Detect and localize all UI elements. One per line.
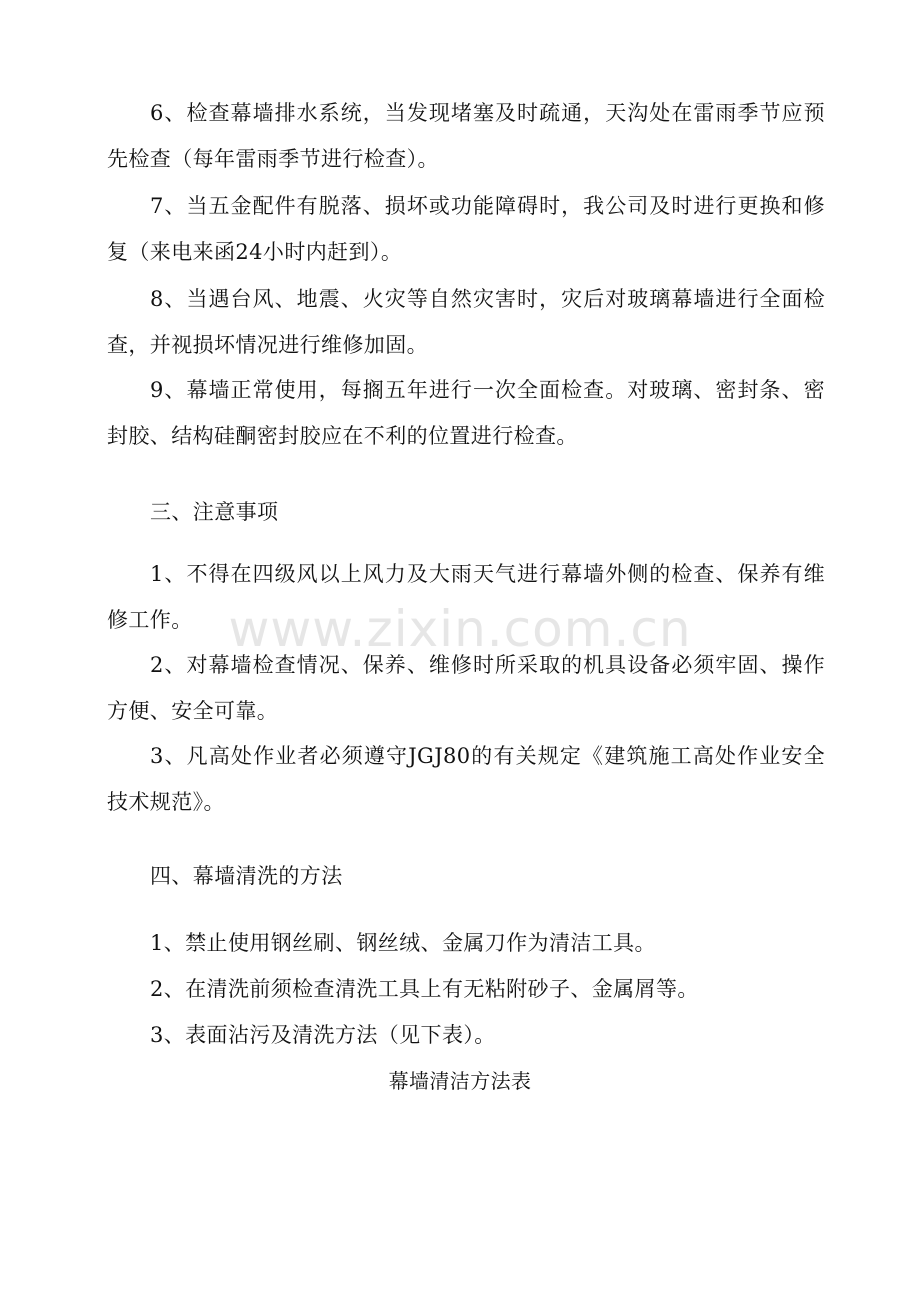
section-heading-4: 四、幕墙清洗的方法 bbox=[150, 864, 343, 888]
paragraph-item-7: 7、当五金配件有脱落、损坏或功能障碍时，我公司及时进行更换和修复（来电来函24小时内赶到）。 bbox=[107, 194, 825, 264]
section4-item-2: 2、在清洗前须检查清洗工具上有无粘附砂子、金属屑等。 bbox=[150, 977, 699, 1001]
paragraph-item-9: 9、幕墙正常使用，每搁五年进行一次全面检查。对玻璃、密封条、密封胶、结构硅酮密封胶应在不利的位置进行检查。 bbox=[107, 378, 825, 448]
paragraph-item-6: 6、检查幕墙排水系统，当发现堵塞及时疏通，天沟处在雷雨季节应预先检查（每年雷雨季节进行检查）。 bbox=[107, 101, 825, 171]
section3-item-1: 1、不得在四级风以上风力及大雨天气进行幕墙外侧的检查、保养有维修工作。 bbox=[107, 562, 825, 632]
watermark: www.zixin.com.cn bbox=[228, 600, 692, 658]
section3-item-2: 2、对幕墙检查情况、保养、维修时所采取的机具设备必须牢固、操作方便、安全可靠。 bbox=[107, 653, 825, 723]
section3-item-3: 3、凡高处作业者必须遵守JGJ80的有关规定《建筑施工高处作业安全技术规范》。 bbox=[107, 744, 825, 814]
table-caption: 幕墙清洁方法表 bbox=[388, 1069, 532, 1093]
section4-item-1: 1、禁止使用钢丝刷、钢丝绒、金属刀作为清洁工具。 bbox=[150, 931, 656, 955]
section4-item-3: 3、表面沾污及清洗方法（见下表）。 bbox=[150, 1023, 496, 1047]
paragraph-item-8: 8、当遇台风、地震、火灾等自然灾害时，灾后对玻璃幕墙进行全面检查，并视损坏情况进行维修加固。 bbox=[107, 287, 825, 357]
section-heading-3: 三、注意事项 bbox=[150, 500, 279, 524]
